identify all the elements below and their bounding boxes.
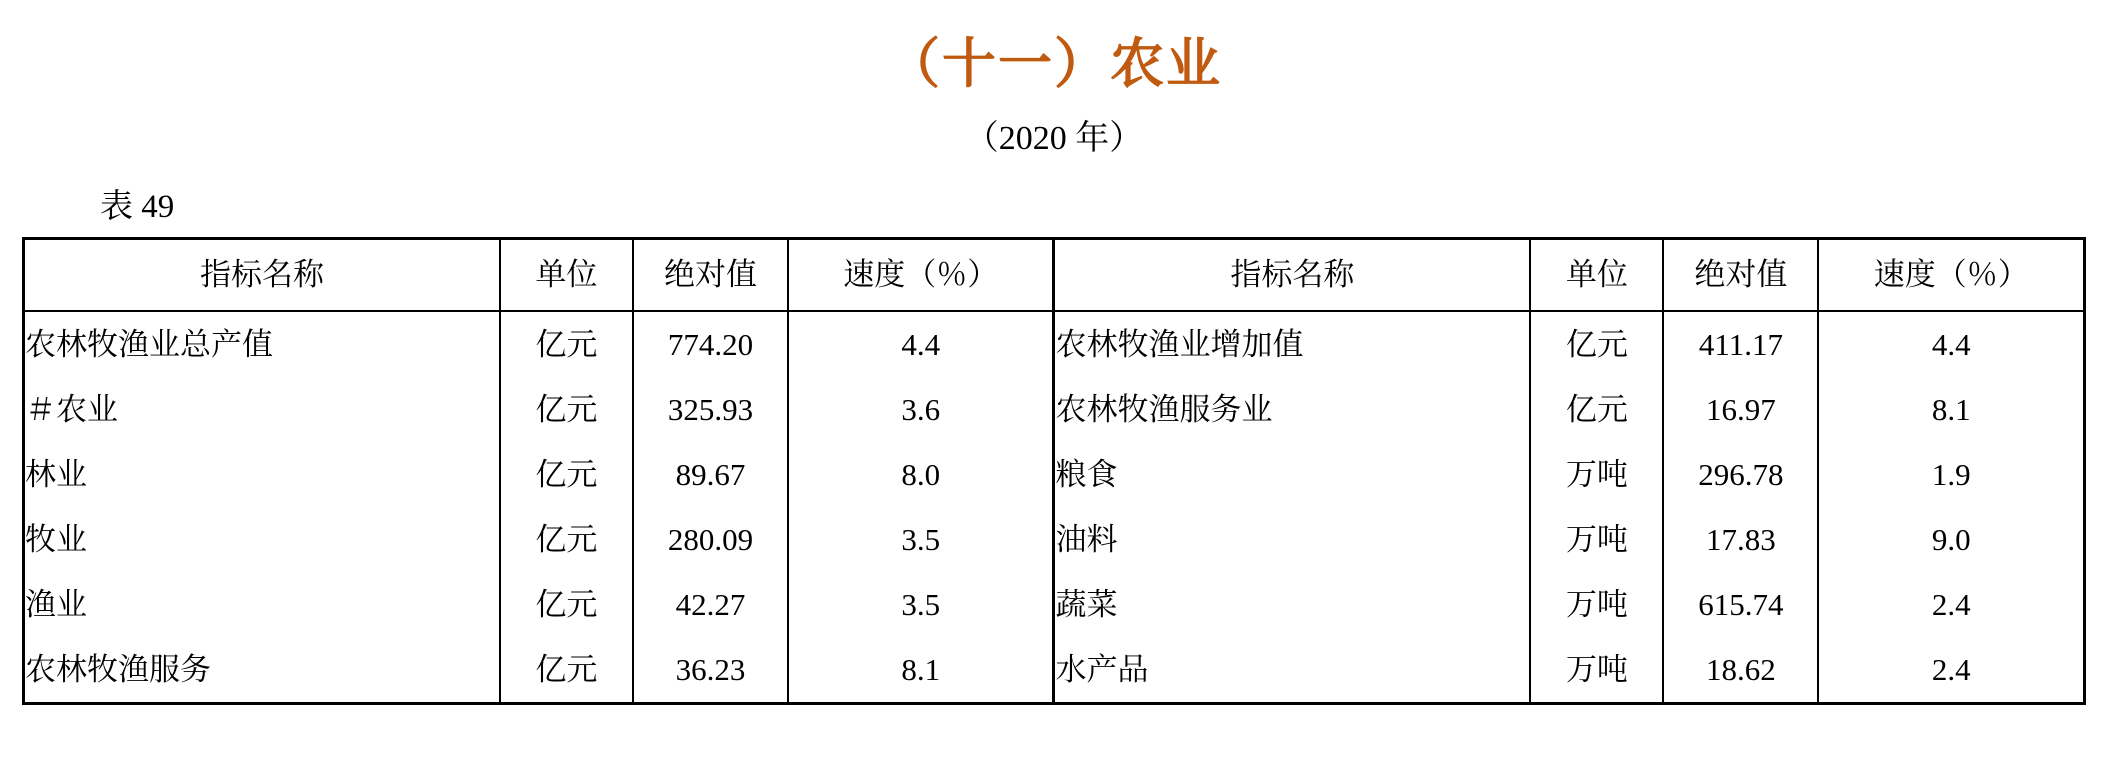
cell-right-name: 蔬菜 (1054, 572, 1530, 637)
cell-right-unit: 万吨 (1530, 572, 1663, 637)
page-subtitle: （2020 年） (964, 119, 1144, 157)
column-header-right-absolute: 绝对值 (1663, 239, 1818, 312)
column-header-left-rate: 速度（％） (788, 239, 1054, 312)
cell-left-rate: 3.5 (788, 507, 1054, 572)
cell-right-absolute: 411.17 (1663, 311, 1818, 377)
cell-left-rate: 4.4 (788, 311, 1054, 377)
cell-left-unit: 亿元 (500, 572, 633, 637)
cell-left-rate: 8.0 (788, 442, 1054, 507)
cell-left-rate: 8.1 (788, 637, 1054, 704)
cell-right-name: 农林牧渔业增加值 (1054, 311, 1530, 377)
cell-left-rate: 3.6 (788, 377, 1054, 442)
cell-left-unit: 亿元 (500, 637, 633, 704)
cell-left-absolute: 774.20 (633, 311, 788, 377)
cell-left-name: 牧业 (24, 507, 500, 572)
cell-left-unit: 亿元 (500, 311, 633, 377)
column-header-right-rate: 速度（％） (1818, 239, 2084, 312)
cell-right-absolute: 16.97 (1663, 377, 1818, 442)
cell-left-name: 渔业 (24, 572, 500, 637)
cell-left-absolute: 36.23 (633, 637, 788, 704)
cell-right-name: 水产品 (1054, 637, 1530, 704)
cell-left-name: 农林牧渔业总产值 (24, 311, 500, 377)
table-row (24, 311, 2085, 377)
column-header-left-name: 指标名称 (24, 239, 500, 312)
cell-right-unit: 万吨 (1530, 442, 1663, 507)
column-header-left-absolute: 绝对值 (633, 239, 788, 312)
cell-right-name: 粮食 (1054, 442, 1530, 507)
cell-right-unit: 万吨 (1530, 507, 1663, 572)
column-header-right-unit: 单位 (1530, 239, 1663, 312)
cell-right-rate: 8.1 (1818, 377, 2084, 442)
cell-right-absolute: 18.62 (1663, 637, 1818, 704)
cell-right-absolute: 615.74 (1663, 572, 1818, 637)
column-header-left-unit: 单位 (500, 239, 633, 312)
table-number-label: 表 49 (100, 188, 175, 225)
cell-left-rate: 3.5 (788, 572, 1054, 637)
cell-right-absolute: 17.83 (1663, 507, 1818, 572)
cell-left-name: 林业 (24, 442, 500, 507)
table-row (24, 572, 2085, 637)
cell-left-unit: 亿元 (500, 507, 633, 572)
cell-right-absolute: 296.78 (1663, 442, 1818, 507)
cell-right-rate: 2.4 (1818, 637, 2084, 704)
cell-left-unit: 亿元 (500, 377, 633, 442)
table-row (24, 507, 2085, 572)
table-row (24, 377, 2085, 442)
cell-right-name: 油料 (1054, 507, 1530, 572)
table-header (24, 239, 2085, 312)
cell-left-absolute: 325.93 (633, 377, 788, 442)
agriculture-statistics-table (22, 237, 2086, 705)
cell-left-name: ＃农业 (24, 377, 500, 442)
cell-right-rate: 2.4 (1818, 572, 2084, 637)
cell-left-unit: 亿元 (500, 442, 633, 507)
cell-right-unit: 亿元 (1530, 311, 1663, 377)
cell-right-name: 农林牧渔服务业 (1054, 377, 1530, 442)
table-row (24, 637, 2085, 704)
cell-right-unit: 亿元 (1530, 377, 1663, 442)
cell-left-absolute: 89.67 (633, 442, 788, 507)
table-row (24, 442, 2085, 507)
table-body (24, 311, 2085, 704)
column-header-right-name: 指标名称 (1054, 239, 1530, 312)
table-header-row (24, 239, 2085, 312)
cell-left-name: 农林牧渔服务 (24, 637, 500, 704)
page-title: （十一）农业 (886, 34, 1222, 94)
cell-right-rate: 1.9 (1818, 442, 2084, 507)
cell-right-rate: 9.0 (1818, 507, 2084, 572)
cell-left-absolute: 280.09 (633, 507, 788, 572)
cell-right-rate: 4.4 (1818, 311, 2084, 377)
cell-left-absolute: 42.27 (633, 572, 788, 637)
table-container (0, 237, 2108, 705)
cell-right-unit: 万吨 (1530, 637, 1663, 704)
